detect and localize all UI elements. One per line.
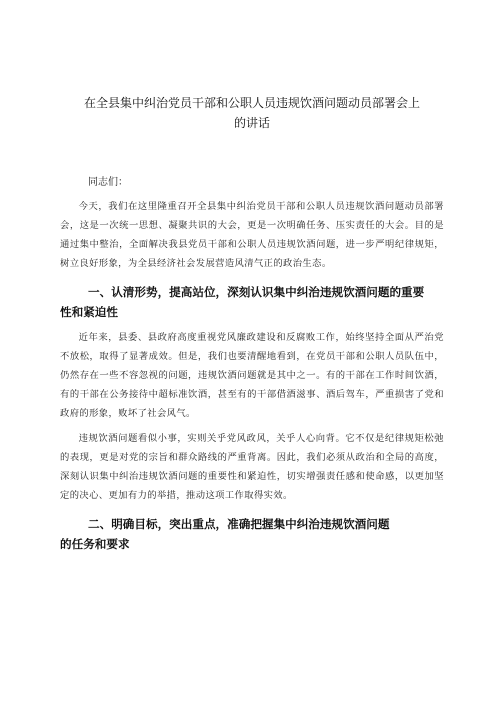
section-1-paragraph-1: 近年来，县委、县政府高度重视党风廉政建设和反腐败工作，始终坚持全面从严治党不放松，取得了显著成效。但是，我们也要清醒地看到，在党员干部和公职人员队伍中，仍然存在一些不容忽视的问题，违规饮酒问题就是其中之一。有的干部在工作时间饮酒，有的干部在公务接待中超标准饮酒，甚至有的干部借酒滋事、酒后驾车，严重损害了党和政府的形象，败坏了社会风气。 <box>60 332 444 419</box>
section-2-heading <box>60 514 444 554</box>
section-1-heading <box>60 282 444 322</box>
section-2-heading-line-2: 的任务和要求 <box>60 537 130 551</box>
section-1-paragraph-2: 违规饮酒问题看似小事，实则关乎党风政风，关乎人心向背。它不仅是纪律规矩松弛的表现，更是对党的宗旨和群众路线的严重背离。因此，我们必须从政治和全局的高度，深刻认识集中纠治违规饮酒问题的重要性和紧迫性，切实增强责任感和使命感，以更加坚定的决心、更加有力的举措，推动这项工作取得实效。 <box>60 433 444 501</box>
section-1-heading-line-1: 一、认清形势，提高站位，深刻认识集中纠治违规饮酒问题的重要 <box>88 285 425 299</box>
document-title <box>60 0 444 133</box>
intro-paragraph: 今天，我们在这里隆重召开全县集中纠治党员干部和公职人员违规饮酒问题动员部署会，这是一次统一思想、凝聚共识的大会，更是一次明确任务、压实责任的大会。目的是通过集中整治，全面解决我县党员干部和公职人员违规饮酒问题，进一步严明纪律规矩，树立良好形象，为全县经济社会发展营造风清气正的政治生态。 <box>60 201 444 269</box>
title-line-1: 在全县集中纠治党员干部和公职人员违规饮酒问题动员部署会上 <box>83 96 420 110</box>
salutation: 同志们： <box>88 177 128 188</box>
section-2-heading-line-1: 二、明确目标，突出重点，准确把握集中纠治违规饮酒问题 <box>88 517 390 531</box>
title-line-2: 的讲话 <box>233 116 270 130</box>
section-1-heading-line-2: 性和紧迫性 <box>60 305 118 319</box>
